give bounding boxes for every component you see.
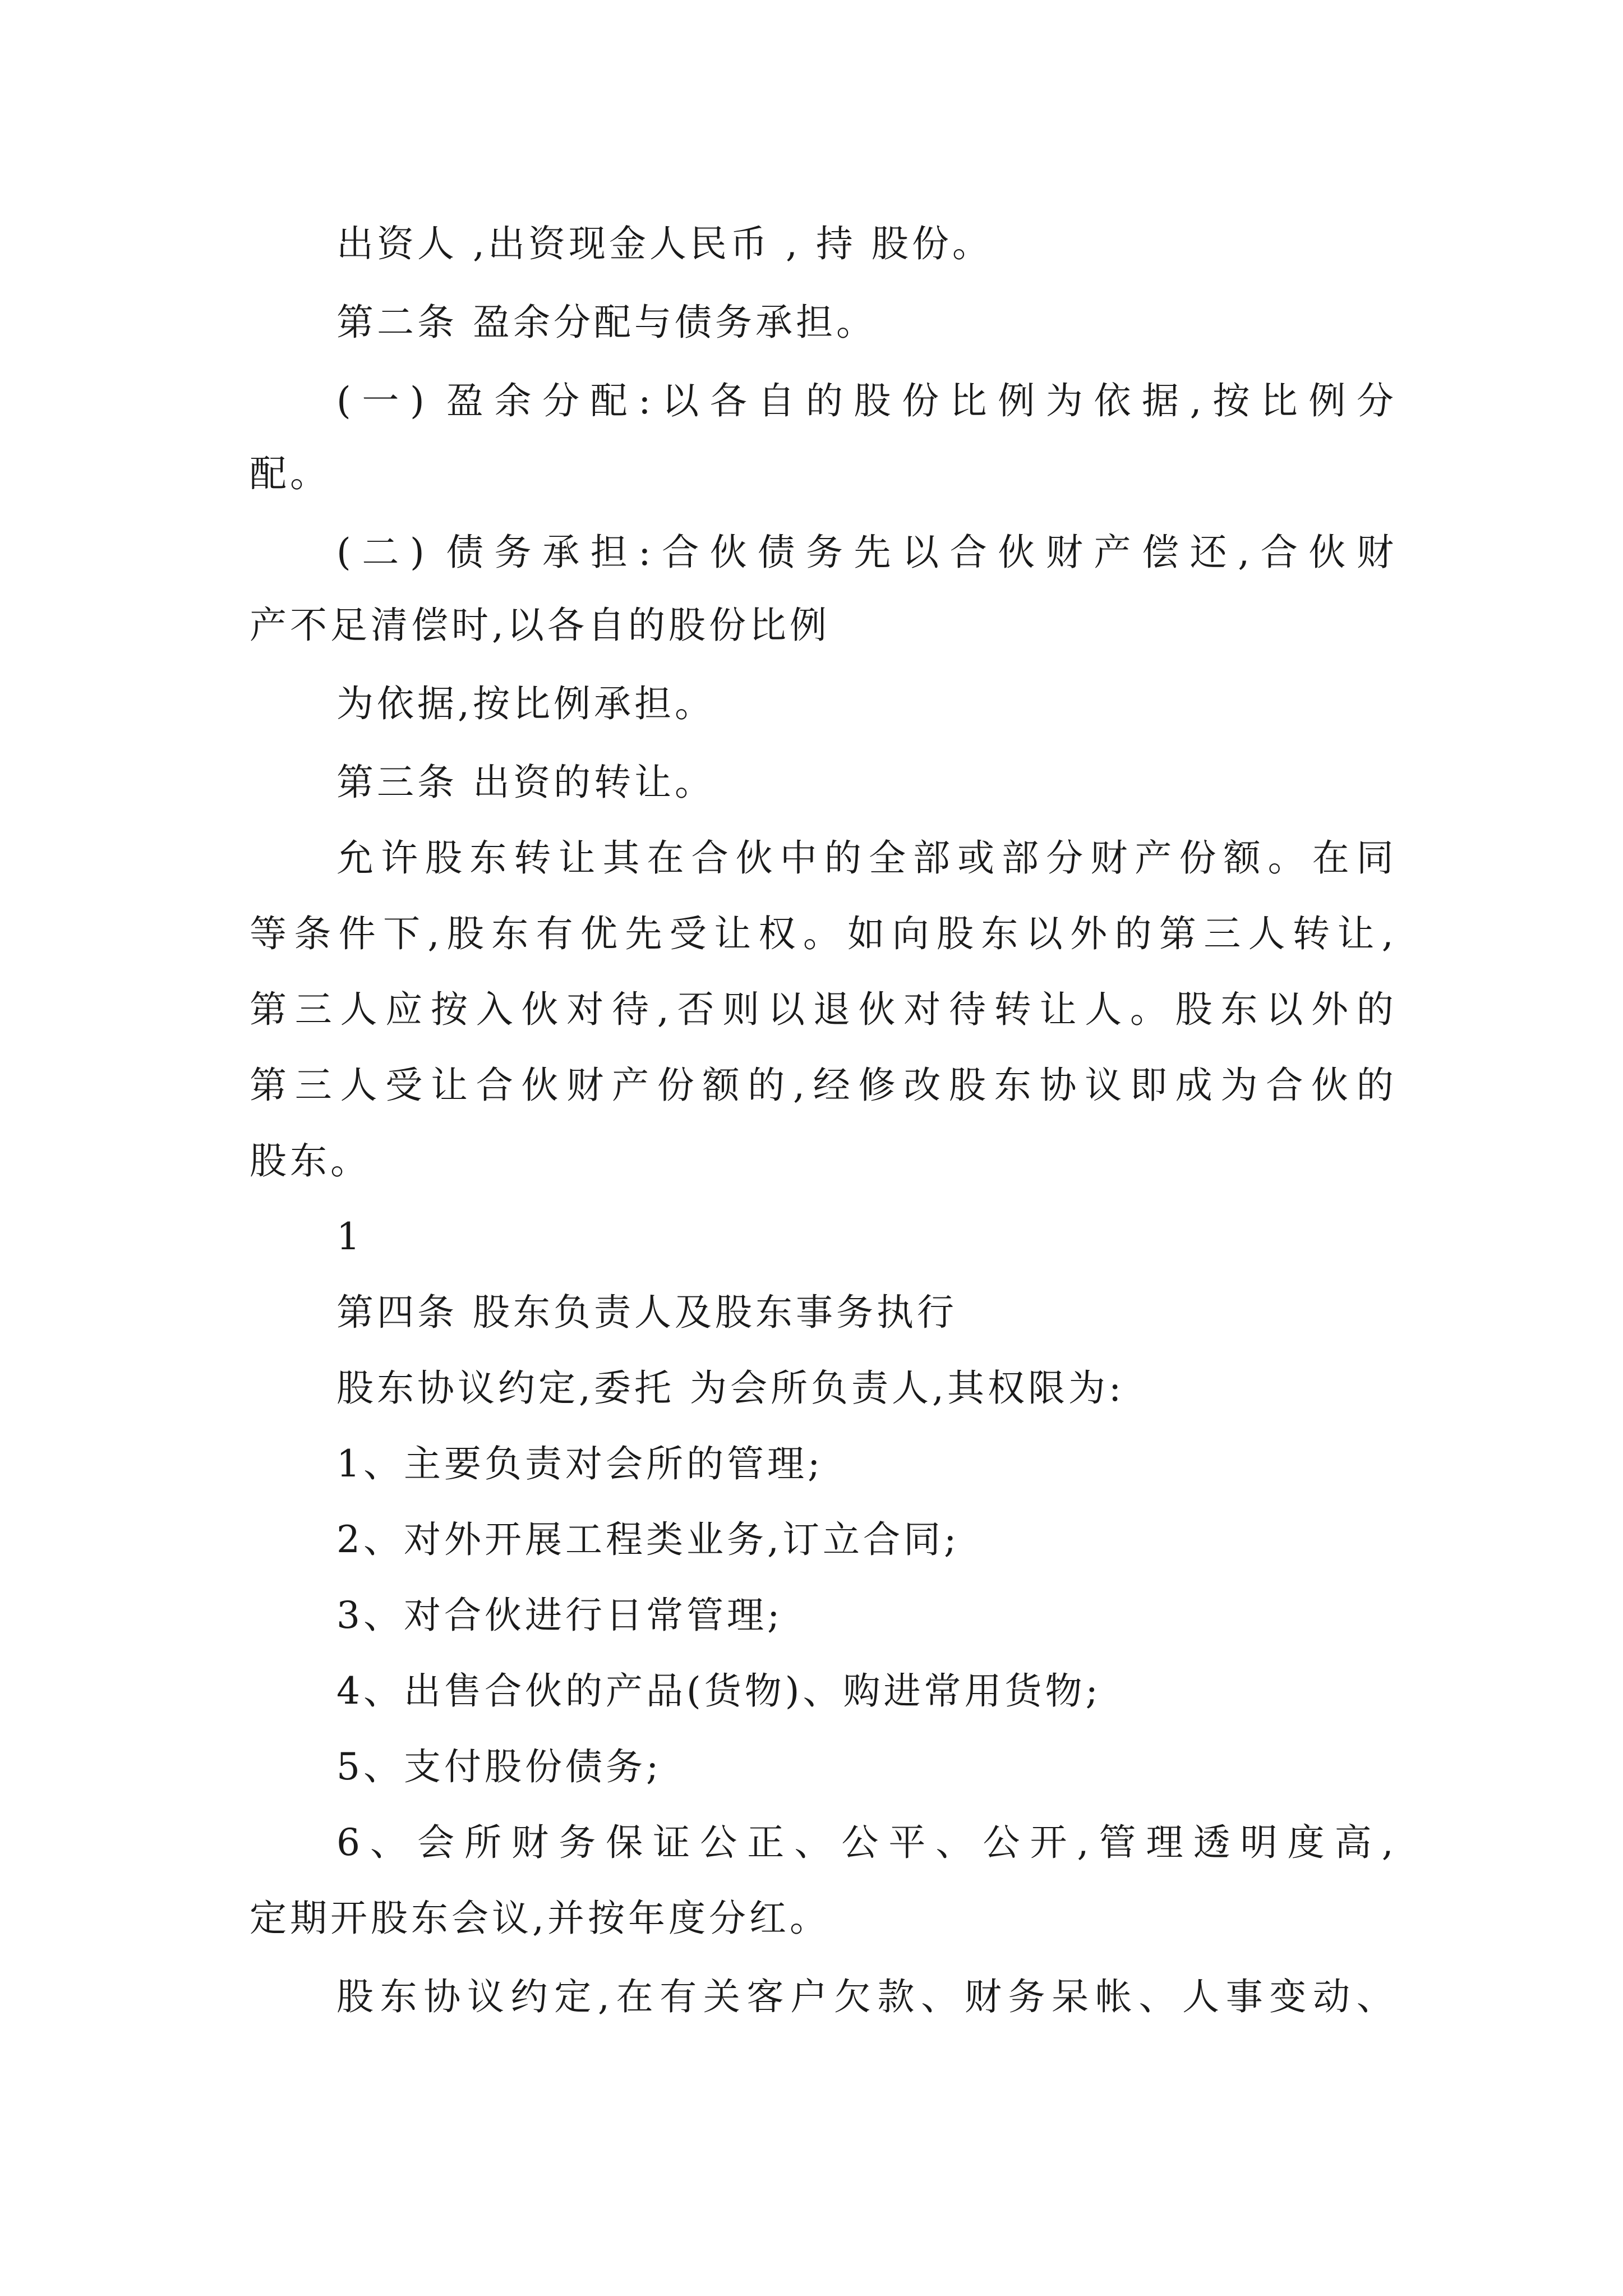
list-item: 3、对合伙进行日常管理; — [336, 1594, 783, 1637]
list-item: 6 、 会 所 财 务 保 证 公 正 、 公 平 、 公 开 , 管 理 透 明 度 高 , — [336, 1821, 1394, 1864]
page-number: 1 — [336, 1215, 363, 1258]
text-line: 定期开股东会议,并按年度分红。 — [250, 1897, 830, 1940]
text-line: 出资人 ,出资现金人民币 , 持 股份。 — [336, 222, 993, 265]
text-line: ( 一 ) 盈 余 分 配 : 以 各 自 的 股 份 比 例 为 依 据 , 按 比 例 分 — [336, 379, 1394, 422]
article-heading: 第四条 股东负责人及股东事务执行 — [336, 1291, 957, 1334]
article-heading: 第二条 盈余分配与债务承担。 — [336, 301, 877, 344]
text-line: 产不足清偿时,以各自的股份比例 — [250, 604, 830, 647]
text-line: ( 二 ) 债 务 承 担 : 合 伙 债 务 先 以 合 伙 财 产 偿 还 , 合 伙 财 — [336, 531, 1394, 574]
list-item: 2、对外开展工程类业务,订立合同; — [336, 1518, 960, 1561]
text-line: 股东。 — [250, 1139, 371, 1182]
text-line: 股东协议约定,委托 为会所负责人,其权限为: — [336, 1366, 1125, 1410]
list-item: 4、出售合伙的产品(货物)、购进常用货物; — [336, 1669, 1101, 1713]
text-line: 等 条 件 下 , 股 东 有 优 先 受 让 权 。 如 向 股 东 以 外 的 第 三 人 转 让 , — [250, 912, 1394, 955]
list-item: 5、支付股份债务; — [336, 1745, 662, 1788]
text-line: 第 三 人 受 让 合 伙 财 产 份 额 的 , 经 修 改 股 东 协 议 即 成 为 合 伙 的 — [250, 1064, 1394, 1107]
article-heading: 第三条 出资的转让。 — [336, 761, 715, 804]
text-line: 股 东 协 议 约 定 , 在 有 关 客 户 欠 款 、 财 务 呆 帐 、 人 事 变 动 、 — [336, 1975, 1394, 2018]
text-line: 配。 — [250, 452, 330, 495]
text-line: 为依据,按比例承担。 — [336, 682, 715, 725]
text-line: 第 三 人 应 按 入 伙 对 待 , 否 则 以 退 伙 对 待 转 让 人 。 股 东 以 外 的 — [250, 988, 1394, 1031]
text-line: 允 许 股 东 转 让 其 在 合 伙 中 的 全 部 或 部 分 财 产 份 额 。 在 同 — [336, 836, 1394, 880]
list-item: 1、主要负责对会所的管理; — [336, 1442, 824, 1485]
